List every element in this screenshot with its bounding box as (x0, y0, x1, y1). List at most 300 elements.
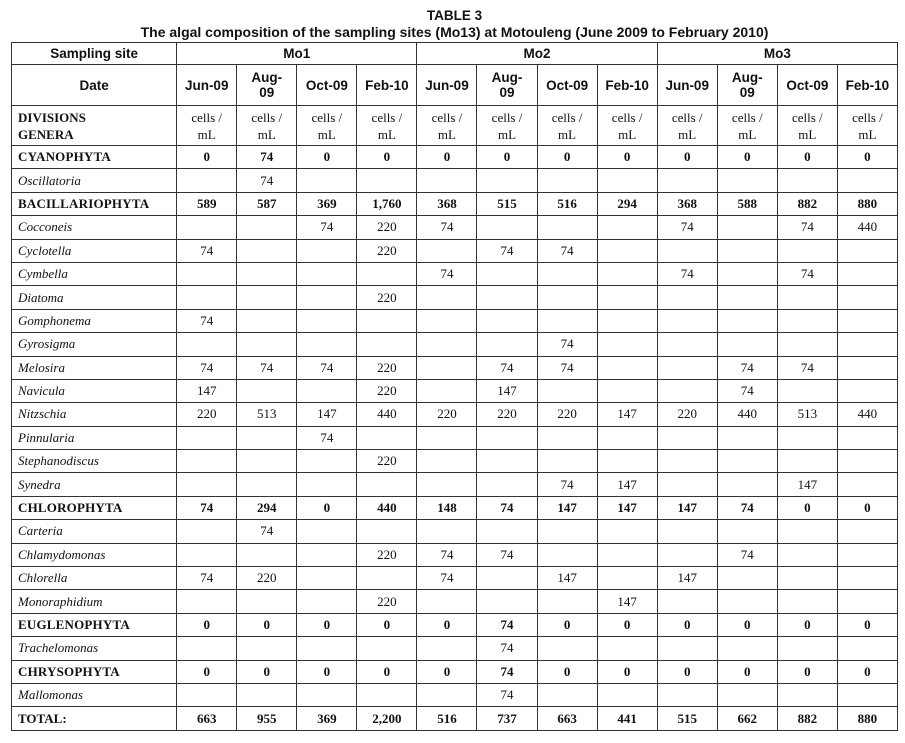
value-cell (477, 262, 537, 285)
value-cell (477, 169, 537, 192)
value-cell: 74 (537, 473, 597, 496)
value-cell: 74 (537, 239, 597, 262)
value-cell (537, 379, 597, 402)
value-cell (477, 567, 537, 590)
value-cell (477, 216, 537, 239)
value-cell: 74 (417, 216, 477, 239)
value-cell (537, 169, 597, 192)
value-cell (837, 567, 897, 590)
value-cell (717, 637, 777, 660)
value-cell: 74 (177, 239, 237, 262)
date-header-cell: Aug- 09 (477, 65, 537, 106)
value-cell (657, 450, 717, 473)
genus-row (12, 239, 898, 262)
value-cell (177, 683, 237, 706)
value-cell (357, 637, 417, 660)
value-cell (417, 637, 477, 660)
value-cell (597, 426, 657, 449)
value-cell: 220 (357, 239, 417, 262)
value-cell (297, 567, 357, 590)
value-cell: 0 (777, 613, 837, 636)
value-cell (657, 683, 717, 706)
value-cell (297, 520, 357, 543)
date-header: Date (12, 65, 177, 106)
total-label: TOTAL: (12, 707, 177, 730)
value-cell: 589 (177, 192, 237, 215)
value-cell: 220 (357, 356, 417, 379)
value-cell: 516 (537, 192, 597, 215)
date-header-cell: Jun-09 (177, 65, 237, 106)
value-cell (177, 426, 237, 449)
value-cell (237, 216, 297, 239)
genus-name: Cymbella (12, 262, 177, 285)
value-cell: 147 (657, 496, 717, 519)
value-cell: 0 (417, 613, 477, 636)
value-cell (717, 473, 777, 496)
value-cell: 74 (477, 356, 537, 379)
value-cell (597, 356, 657, 379)
value-cell: 147 (297, 403, 357, 426)
value-cell (717, 262, 777, 285)
value-cell (177, 637, 237, 660)
value-cell (537, 543, 597, 566)
value-cell: 369 (297, 707, 357, 730)
value-cell (417, 333, 477, 356)
value-cell (777, 450, 837, 473)
value-cell (597, 637, 657, 660)
value-cell (837, 286, 897, 309)
value-cell (837, 333, 897, 356)
value-cell (297, 450, 357, 473)
site-header-mo2: Mo2 (417, 43, 657, 65)
genus-row (12, 520, 898, 543)
value-cell: 74 (537, 356, 597, 379)
date-header-cell: Feb-10 (357, 65, 417, 106)
value-cell: 369 (297, 192, 357, 215)
value-cell: 1,760 (357, 192, 417, 215)
value-cell: 220 (357, 590, 417, 613)
value-cell: 74 (477, 637, 537, 660)
value-cell (477, 450, 537, 473)
value-cell (597, 262, 657, 285)
value-cell (237, 637, 297, 660)
value-cell: 882 (777, 707, 837, 730)
value-cell (177, 216, 237, 239)
genus-name: Nitzschia (12, 403, 177, 426)
value-cell (837, 637, 897, 660)
value-cell (297, 637, 357, 660)
value-cell: 0 (837, 146, 897, 169)
unit-cell: cells / mL (717, 106, 777, 146)
genus-name: Cocconeis (12, 216, 177, 239)
value-cell (237, 262, 297, 285)
value-cell (417, 169, 477, 192)
value-cell (777, 426, 837, 449)
unit-cell: cells / mL (477, 106, 537, 146)
value-cell: 147 (597, 403, 657, 426)
value-cell (777, 309, 837, 332)
value-cell: 737 (477, 707, 537, 730)
value-cell (837, 239, 897, 262)
genus-row (12, 450, 898, 473)
value-cell (537, 262, 597, 285)
value-cell: 0 (837, 496, 897, 519)
value-cell: 0 (177, 660, 237, 683)
value-cell (417, 683, 477, 706)
value-cell (597, 520, 657, 543)
value-cell (417, 309, 477, 332)
value-cell (717, 216, 777, 239)
value-cell (237, 333, 297, 356)
value-cell (177, 473, 237, 496)
value-cell (237, 286, 297, 309)
value-cell (177, 450, 237, 473)
genus-name: Gyrosigma (12, 333, 177, 356)
value-cell (657, 543, 717, 566)
value-cell (657, 356, 717, 379)
value-cell: 0 (657, 146, 717, 169)
unit-cell: cells / mL (297, 106, 357, 146)
value-cell (597, 286, 657, 309)
value-cell (237, 239, 297, 262)
genus-name: Oscillatoria (12, 169, 177, 192)
value-cell: 147 (597, 473, 657, 496)
site-header-mo3: Mo3 (657, 43, 897, 65)
value-cell (717, 683, 777, 706)
value-cell (717, 520, 777, 543)
genus-row (12, 637, 898, 660)
value-cell (837, 426, 897, 449)
date-header-cell: Oct-09 (537, 65, 597, 106)
value-cell: 0 (657, 613, 717, 636)
value-cell: 662 (717, 707, 777, 730)
value-cell: 0 (297, 613, 357, 636)
value-cell (417, 473, 477, 496)
value-cell (537, 683, 597, 706)
value-cell (417, 450, 477, 473)
value-cell (477, 473, 537, 496)
genus-name: Pinnularia (12, 426, 177, 449)
value-cell (417, 379, 477, 402)
value-cell: 440 (717, 403, 777, 426)
value-cell (717, 286, 777, 309)
value-cell (297, 683, 357, 706)
value-cell: 74 (177, 356, 237, 379)
value-cell (537, 216, 597, 239)
value-cell (837, 379, 897, 402)
units-row (12, 106, 898, 146)
value-cell (837, 450, 897, 473)
genus-name: Cyclotella (12, 239, 177, 262)
value-cell (597, 567, 657, 590)
value-cell: 220 (477, 403, 537, 426)
value-cell (837, 543, 897, 566)
value-cell (657, 333, 717, 356)
value-cell (237, 473, 297, 496)
value-cell (777, 520, 837, 543)
value-cell: 0 (657, 660, 717, 683)
value-cell (477, 520, 537, 543)
value-cell: 0 (597, 613, 657, 636)
value-cell: 220 (357, 543, 417, 566)
value-cell (417, 356, 477, 379)
genus-name: Chlorella (12, 567, 177, 590)
value-cell (297, 309, 357, 332)
value-cell (477, 590, 537, 613)
date-header-cell: Aug- 09 (237, 65, 297, 106)
value-cell: 74 (777, 262, 837, 285)
value-cell (657, 309, 717, 332)
site-header-mo1: Mo1 (177, 43, 417, 65)
division-row (12, 660, 898, 683)
value-cell: 0 (537, 660, 597, 683)
date-header-cell: Jun-09 (417, 65, 477, 106)
value-cell (597, 216, 657, 239)
site-header-row (12, 43, 898, 65)
date-header-cell: Jun-09 (657, 65, 717, 106)
value-cell: 147 (777, 473, 837, 496)
value-cell (477, 426, 537, 449)
value-cell (717, 590, 777, 613)
value-cell (297, 239, 357, 262)
value-cell (237, 543, 297, 566)
value-cell (777, 637, 837, 660)
value-cell (597, 169, 657, 192)
value-cell (597, 239, 657, 262)
genus-row (12, 379, 898, 402)
unit-cell: cells / mL (837, 106, 897, 146)
value-cell: 74 (297, 216, 357, 239)
value-cell (357, 262, 417, 285)
value-cell: 147 (597, 590, 657, 613)
value-cell: 513 (237, 403, 297, 426)
divisions-genera-header (12, 106, 177, 146)
value-cell (237, 426, 297, 449)
value-cell: 0 (417, 660, 477, 683)
value-cell (657, 286, 717, 309)
value-cell: 0 (297, 496, 357, 519)
value-cell: 74 (477, 239, 537, 262)
date-header-cell: Feb-10 (837, 65, 897, 106)
value-cell: 74 (417, 567, 477, 590)
value-cell: 440 (837, 403, 897, 426)
value-cell (417, 520, 477, 543)
value-cell: 0 (237, 660, 297, 683)
value-cell (717, 239, 777, 262)
value-cell: 220 (357, 450, 417, 473)
genus-name: Chlamydomonas (12, 543, 177, 566)
value-cell: 588 (717, 192, 777, 215)
value-cell (597, 683, 657, 706)
value-cell (297, 590, 357, 613)
value-cell: 147 (177, 379, 237, 402)
genus-row (12, 683, 898, 706)
value-cell: 440 (357, 496, 417, 519)
value-cell (537, 520, 597, 543)
value-cell: 74 (177, 496, 237, 519)
value-cell (717, 169, 777, 192)
value-cell (237, 590, 297, 613)
division-name: CHRYSOPHYTA (12, 660, 177, 683)
value-cell (357, 520, 417, 543)
value-cell: 74 (477, 613, 537, 636)
genus-name: Gomphonema (12, 309, 177, 332)
value-cell (657, 473, 717, 496)
value-cell (717, 333, 777, 356)
genus-row (12, 216, 898, 239)
value-cell: 74 (237, 169, 297, 192)
unit-cell: cells / mL (537, 106, 597, 146)
genus-name: Mallomonas (12, 683, 177, 706)
value-cell (297, 169, 357, 192)
value-cell (477, 309, 537, 332)
value-cell: 74 (777, 356, 837, 379)
value-cell: 220 (357, 216, 417, 239)
genus-name: Diatoma (12, 286, 177, 309)
value-cell (777, 239, 837, 262)
genus-name: Trachelomonas (12, 637, 177, 660)
genus-name: Melosira (12, 356, 177, 379)
genus-row (12, 169, 898, 192)
division-name: CYANOPHYTA (12, 146, 177, 169)
value-cell: 0 (357, 613, 417, 636)
value-cell (777, 543, 837, 566)
value-cell: 0 (717, 146, 777, 169)
genus-row (12, 473, 898, 496)
value-cell (657, 426, 717, 449)
genus-row (12, 309, 898, 332)
value-cell (177, 286, 237, 309)
value-cell: 220 (357, 379, 417, 402)
total-row (12, 707, 898, 730)
value-cell: 0 (297, 146, 357, 169)
value-cell: 0 (597, 146, 657, 169)
value-cell (777, 169, 837, 192)
value-cell (597, 379, 657, 402)
value-cell: 220 (537, 403, 597, 426)
date-header-cell: Oct-09 (777, 65, 837, 106)
value-cell: 220 (657, 403, 717, 426)
value-cell: 74 (657, 262, 717, 285)
value-cell: 147 (537, 496, 597, 519)
division-row (12, 146, 898, 169)
value-cell (657, 520, 717, 543)
division-name: EUGLENOPHYTA (12, 613, 177, 636)
genus-name: Stephanodiscus (12, 450, 177, 473)
value-cell: 147 (477, 379, 537, 402)
value-cell: 880 (837, 707, 897, 730)
value-cell (777, 590, 837, 613)
value-cell (657, 169, 717, 192)
value-cell (417, 426, 477, 449)
value-cell (237, 309, 297, 332)
value-cell (477, 333, 537, 356)
value-cell (177, 169, 237, 192)
value-cell: 74 (177, 309, 237, 332)
genus-row (12, 426, 898, 449)
value-cell (297, 379, 357, 402)
value-cell (657, 239, 717, 262)
genus-name: Monoraphidium (12, 590, 177, 613)
value-cell: 220 (357, 286, 417, 309)
value-cell: 74 (657, 216, 717, 239)
value-cell: 587 (237, 192, 297, 215)
division-name: BACILLARIOPHYTA (12, 192, 177, 215)
value-cell (837, 309, 897, 332)
value-cell: 74 (417, 543, 477, 566)
value-cell (297, 473, 357, 496)
genera-label: GENERA (18, 126, 74, 142)
genus-row (12, 286, 898, 309)
value-cell: 440 (357, 403, 417, 426)
value-cell (777, 379, 837, 402)
value-cell: 74 (717, 379, 777, 402)
genus-name: Navicula (12, 379, 177, 402)
value-cell: 880 (837, 192, 897, 215)
value-cell (297, 262, 357, 285)
value-cell: 147 (597, 496, 657, 519)
value-cell: 516 (417, 707, 477, 730)
value-cell (357, 333, 417, 356)
value-cell: 0 (777, 146, 837, 169)
value-cell (777, 683, 837, 706)
value-cell: 0 (357, 146, 417, 169)
value-cell (177, 590, 237, 613)
value-cell: 882 (777, 192, 837, 215)
value-cell: 220 (417, 403, 477, 426)
date-header-cell: Oct-09 (297, 65, 357, 106)
genus-row (12, 356, 898, 379)
value-cell: 294 (597, 192, 657, 215)
value-cell (777, 567, 837, 590)
value-cell (357, 567, 417, 590)
unit-cell: cells / mL (177, 106, 237, 146)
unit-cell: cells / mL (357, 106, 417, 146)
value-cell: 74 (477, 660, 537, 683)
value-cell: 0 (417, 146, 477, 169)
unit-cell: cells / mL (417, 106, 477, 146)
value-cell (477, 286, 537, 309)
value-cell: 0 (177, 146, 237, 169)
value-cell: 955 (237, 707, 297, 730)
value-cell (597, 543, 657, 566)
value-cell (537, 450, 597, 473)
value-cell: 74 (717, 543, 777, 566)
sampling-site-header: Sampling site (12, 43, 177, 65)
value-cell: 74 (417, 262, 477, 285)
value-cell: 220 (237, 567, 297, 590)
unit-cell: cells / mL (597, 106, 657, 146)
value-cell: 220 (177, 403, 237, 426)
date-header-cell: Aug- 09 (717, 65, 777, 106)
value-cell (717, 426, 777, 449)
value-cell (597, 333, 657, 356)
value-cell (297, 286, 357, 309)
value-cell (777, 333, 837, 356)
divisions-label: DIVISIONS (18, 109, 86, 125)
value-cell (357, 426, 417, 449)
table-title: The algal composition of the sampling sites (Mo13) at Motouleng (June 2009 to February 2010) (140, 24, 769, 40)
value-cell: 148 (417, 496, 477, 519)
value-cell (297, 543, 357, 566)
value-cell (237, 379, 297, 402)
value-cell (837, 356, 897, 379)
value-cell (177, 262, 237, 285)
value-cell (357, 473, 417, 496)
value-cell: 368 (657, 192, 717, 215)
value-cell: 0 (837, 660, 897, 683)
genus-row (12, 567, 898, 590)
